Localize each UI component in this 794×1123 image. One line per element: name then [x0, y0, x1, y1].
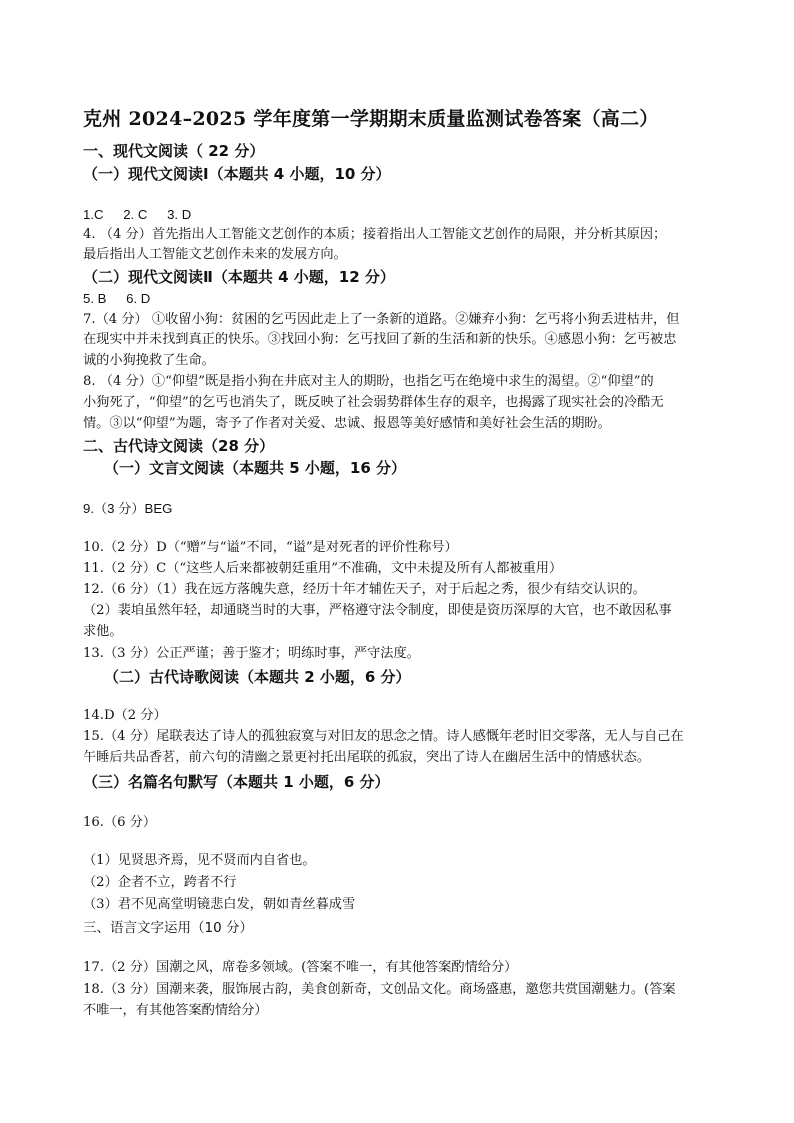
answer-q2: 2. C [123, 207, 148, 222]
answer-q7-line1: 7.（4 分） ①收留小狗：贫困的乞丐因此走上了一条新的道路。②嫌弃小狗：乞丐将小狗丢进枯井，但 [83, 312, 680, 327]
answer-q16-2: （2）企者不立，跨者不行 [83, 875, 237, 890]
answer-q8-line3: 情。③以“仰望”为题，寄予了作者对关爱、忠诚、报恩等美好感情和美好社会生活的期盼。 [83, 416, 611, 431]
answer-q7-line3: 诚的小狗挽救了生命。 [83, 353, 215, 368]
answer-q6: 6. D [126, 291, 151, 306]
answer-q4-line1: 4. （4 分）首先指出人工智能文艺创作的本质；接着指出人工智能文艺创作的局限，并分析其原因； [83, 227, 667, 242]
answer-q8-line1: 8. （4 分）①“仰望”既是指小狗在井底对主人的期盼，也指乞丐在绝境中求生的渴望。②“仰望”的 [83, 374, 654, 389]
answer-q18-line1: 18.（3 分）国潮来袭，服饰展古韵，美食创新奇，文创品文化。商场盛惠，邀您共赏国潮魅力。(答案 [83, 982, 676, 997]
answer-q15-line2: 午睡后共品香茗，前六句的清幽之景更衬托出尾联的孤寂，突出了诗人在幽居生活中的情感状态。 [83, 750, 651, 765]
part-heading-modern-reading-2: （二）现代文阅读Ⅱ（本题共 4 小题，12 分） [83, 268, 395, 286]
answer-q15-line1: 15.（4 分）尾联表达了诗人的孤独寂寞与对旧友的思念之情。诗人感慨年老时旧交零落，无人与自己在 [83, 729, 684, 744]
section-heading-modern-reading: 一、现代文阅读（ 22 分） [83, 142, 265, 160]
answers-q1-q3 [83, 205, 191, 225]
answer-q5: 5. B [83, 291, 107, 306]
answer-q13: 13.（3 分）公正严谨；善于鉴才；明练时事，严守法度。 [83, 646, 420, 661]
answer-q9: 9.（3 分）BEG [83, 501, 173, 516]
section-heading-classical-reading: 二、古代诗文阅读（28 分） [83, 437, 275, 455]
answer-q16-1: （1）见贤思齐焉，见不贤而内自省也。 [83, 853, 316, 868]
answer-q3: 3. D [167, 207, 192, 222]
answer-q4-line2: 最后指出人工智能文艺创作未来的发展方向。 [83, 247, 347, 262]
answer-q12-line3: 求他。 [83, 624, 123, 639]
answer-q12-line1: 12.（6 分）（1）我在远方落魄失意，经历十年才辅佐天子，对于后起之秀，很少有结交认识的。 [83, 582, 646, 597]
answer-q17: 17.（2 分）国潮之风，席卷多领域。(答案不唯一，有其他答案酌情给分） [83, 960, 518, 975]
answer-q7-line2: 在现实中并未找到真正的快乐。③找回小狗：乞丐找回了新的生活和新的快乐。④感恩小狗：乞丐被忠 [83, 332, 677, 347]
page-title: 克州 2024–2025 学年度第一学期期末质量监测试卷答案（高二） [83, 108, 659, 130]
answer-q11: 11.（2 分）C（“这些人后来都被朝廷重用”不准确，文中未提及所有人都被重用） [83, 561, 563, 576]
answer-q16-head: 16.（6 分） [83, 815, 157, 830]
part-heading-modern-reading-1: （一）现代文阅读Ⅰ（本题共 4 小题，10 分） [83, 165, 391, 183]
answer-q8-line2: 小狗死了，“仰望”的乞丐也消失了，既反映了社会弱势群体生存的艰辛，也揭露了现实社会的冷酷无 [83, 395, 664, 410]
answers-q5-q6 [83, 289, 150, 309]
part-heading-classical-poetry: （二）古代诗歌阅读（本题共 2 小题，6 分） [104, 668, 411, 686]
part-heading-classical-prose: （一）文言文阅读（本题共 5 小题，16 分） [104, 459, 406, 477]
answer-q14: 14.D（2 分） [83, 708, 167, 723]
answer-q1: 1.C [83, 207, 104, 222]
section-heading-language-use: 三、语言文字运用（10 分） [83, 920, 253, 936]
answer-q12-line2: （2）裴垍虽然年轻，却通晓当时的大事，严格遵守法令制度，即使是资历深厚的大官，也不敢因私事 [83, 603, 672, 618]
answer-q16-3: （3）君不见高堂明镜悲白发，朝如青丝暮成雪 [83, 897, 356, 912]
part-heading-famous-lines: （三）名篇名句默写（本题共 1 小题，6 分） [83, 773, 390, 791]
answer-q18-line2: 不唯一，有其他答案酌情给分） [83, 1003, 268, 1018]
answer-q10: 10.（2 分）D（“赠”与“谥”不同，“谥”是对死者的评价性称号） [83, 540, 458, 555]
